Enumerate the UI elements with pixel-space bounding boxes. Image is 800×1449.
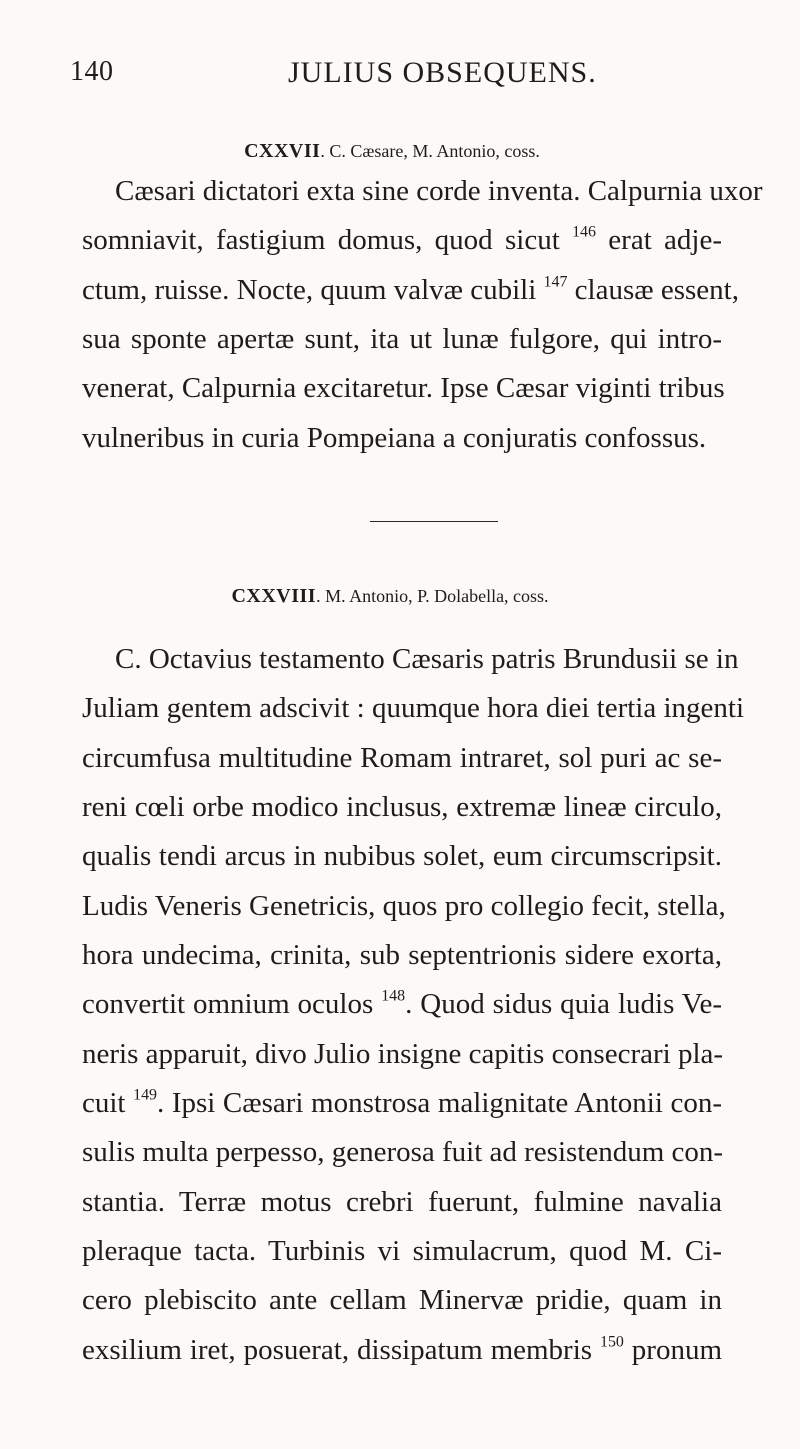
section-number: CXXVIII: [231, 585, 317, 607]
text-fragment: convertit omnium oculos: [82, 988, 374, 1020]
text-line: [82, 273, 739, 306]
text-line: sua sponte apertæ sunt, ita ut lunæ fulgore, qui intro-: [82, 323, 722, 355]
text-fragment: . Ipsi Cæsari monstrosa malignitate Antonii con-: [157, 1087, 723, 1119]
text-line: circumfusa multitudine Romam intraret, sol puri ac se-: [82, 742, 722, 774]
text-fragment: . Quod sidus quia ludis Ve-: [405, 988, 722, 1020]
text-line: Cæsari dictatori exta sine corde inventa. Calpurnia uxor: [115, 175, 763, 207]
text-line: C. Octavius testamento Cæsaris patris Brundusii se in: [115, 643, 739, 675]
text-line: [82, 223, 723, 256]
running-title: JULIUS OBSEQUENS.: [288, 56, 597, 89]
text-line: neris apparuit, divo Julio insigne capitis consecrari pla-: [82, 1038, 724, 1070]
running-head: [70, 56, 730, 96]
text-line: reni cœli orbe modico inclusus, extremæ lineæ circulo,: [82, 791, 722, 823]
text-line: stantia. Terræ motus crebri fuerunt, fulmine navalia: [82, 1186, 722, 1218]
text-line: pleraque tacta. Turbinis vi simulacrum, quod M. Ci-: [82, 1235, 722, 1267]
section-consuls: . C. Cæsare, M. Antonio, coss.: [320, 141, 540, 161]
text-line: vulneribus in curia Pompeiana a conjuratis confossus.: [82, 422, 707, 454]
section-heading-127: [0, 140, 792, 163]
text-line: cero plebiscito ante cellam Minervæ pridie, quam in: [82, 1284, 722, 1316]
text-fragment: pronum: [631, 1334, 722, 1366]
text-fragment: cuit: [82, 1087, 126, 1119]
text-fragment: ctum, ruisse. Nocte, quum valvæ cubili: [82, 274, 537, 306]
section-number: CXXVII: [244, 140, 321, 162]
text-line: [82, 1333, 722, 1366]
text-fragment: somniavit, fastigium domus, quod sicut: [82, 224, 560, 256]
text-fragment: clausæ essent,: [574, 274, 739, 306]
text-line: venerat, Calpurnia excitaretur. Ipse Cæsar viginti tribus: [82, 372, 725, 404]
text-fragment: erat adje-: [608, 224, 723, 256]
text-line: hora undecima, crinita, sub septentrionis sidere exorta,: [82, 939, 722, 971]
page-number: 140: [70, 56, 114, 87]
footnote-ref: 149: [133, 1086, 157, 1104]
text-line: sulis multa perpesso, generosa fuit ad resistendum con-: [82, 1136, 724, 1168]
footnote-ref: 148: [381, 987, 406, 1005]
text-line: qualis tendi arcus in nubibus solet, eum circumscripsit.: [82, 840, 722, 872]
text-fragment: exsilium iret, posuerat, dissipatum membris: [82, 1334, 593, 1366]
footnote-ref: 147: [543, 273, 568, 291]
text-line: [82, 1086, 723, 1119]
footnote-ref: 150: [599, 1333, 624, 1351]
text-line: [82, 987, 722, 1020]
footnote-ref: 146: [572, 223, 596, 241]
text-line: Ludis Veneris Genetricis, quos pro collegio fecit, stella,: [82, 890, 726, 922]
section-consuls: . M. Antonio, P. Dolabella, coss.: [316, 586, 549, 606]
section-divider: [370, 521, 498, 522]
section-heading-128: [0, 585, 790, 608]
text-line: Juliam gentem adscivit : quumque hora diei tertia ingenti: [82, 692, 745, 724]
